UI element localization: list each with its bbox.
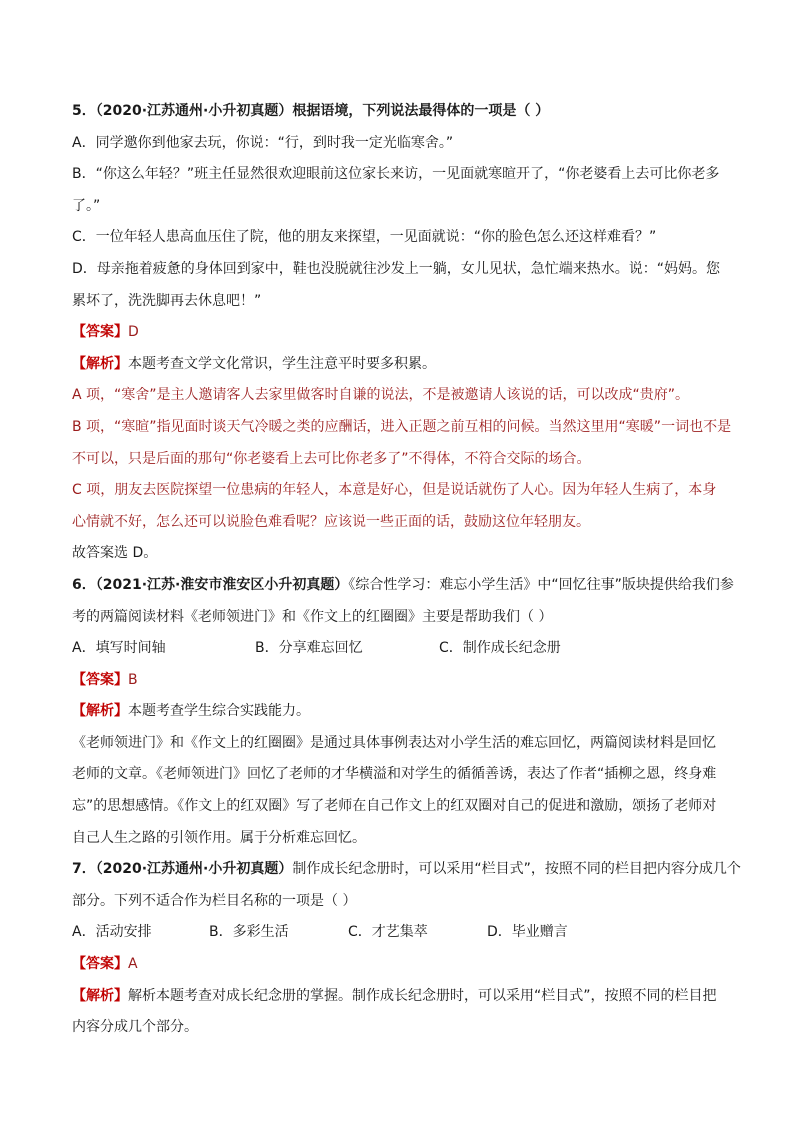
analysis-line <box>72 981 722 1013</box>
option-line: 了。” <box>72 197 101 214</box>
analysis-text: 《老师领进门》和《作文上的红圈圈》是通过具体事例表达对小学生活的难忘回忆，两篇阅读材料是回忆 <box>72 734 716 751</box>
analysis-text: A 项，“寒舍”是主人邀请客人去家里做客时自谦的说法，不是被邀请人该说的话，可以改成“贵府”。 <box>72 387 690 404</box>
conclusion-text: 故答案选 D。 <box>72 545 158 562</box>
option-b: B．多彩生活 <box>209 924 289 941</box>
option-row <box>72 917 722 949</box>
answer-value: A <box>128 956 138 973</box>
question-text: 制作成长纪念册时，可以采用“栏目式”，按照不同的栏目把内容分成几个 <box>292 861 741 878</box>
question-text-continued: 部分。下列不适合作为栏目名称的一项是（ ） <box>72 892 357 909</box>
question-number: 7． <box>72 861 96 878</box>
analysis-line <box>72 349 722 381</box>
answer-value: B <box>128 671 138 688</box>
answer-line <box>72 949 722 981</box>
answer-tag: 【答案】 <box>72 671 128 688</box>
question-source: （2020·江苏通州·小升初真题） <box>95 861 293 878</box>
question-number: 5． <box>72 103 96 119</box>
analysis-intro: 本题考查文学文化常识，学生注意平时要多积累。 <box>128 355 436 372</box>
analysis-line <box>72 696 722 728</box>
option-line: B．“你这么年轻？”班主任显然很欢迎眼前这位家长来访，一见面就寒暄开了，“你老婆看上去可比你老多 <box>72 166 720 183</box>
question-source: （2020·江苏通州·小升初真题） <box>95 103 293 119</box>
option-d: D．毕业赠言 <box>487 924 568 941</box>
option-line: C．一位年轻人患高血压住了院，他的朋友来探望，一见面就说：“你的脸色怎么还这样难看？” <box>72 229 657 246</box>
question-text: 根据语境，下列说法最得体的一项是（ ） <box>292 103 550 119</box>
analysis-text: 心情就不好，怎么还可以说脸色难看呢？应该说一些正面的话，鼓励这位年轻朋友。 <box>72 513 590 530</box>
option-line: 累坏了，洗洗脚再去休息吧！” <box>72 292 262 309</box>
analysis-text: 自己人生之路的引领作用。属于分析难忘回忆。 <box>72 829 366 846</box>
analysis-text: B 项，“寒暄”指见面时谈天气冷暖之类的应酬话，进入正题之前互相的问候。当然这里用“寒暖”一词也不是 <box>72 418 732 435</box>
option-line: D．母亲拖着疲惫的身体回到家中，鞋也没脱就往沙发上一躺，女儿见状，急忙端来热水。说：“妈妈。您 <box>72 260 721 277</box>
analysis-text: 忘”的思想感情。《作文上的红双圈》写了老师在自己作文上的红双圈对自己的促进和激励，颂扬了老师对 <box>72 798 717 815</box>
answer-value: D <box>128 324 139 341</box>
analysis-tag: 【解析】 <box>72 703 128 720</box>
option-c: C．制作成长纪念册 <box>439 640 561 657</box>
document-page <box>72 96 741 1044</box>
analysis-text: 不可以，只是后面的那句“你老婆看上去可比你老多了”不得体，不符合交际的场合。 <box>72 450 591 467</box>
option-c: C．才艺集萃 <box>348 924 428 941</box>
question-source: （2021·江苏·淮安市淮安区小升初真题） <box>95 576 349 593</box>
analysis-text: 老师的文章。《老师领进门》回忆了老师的才华横溢和对学生的循循善诱，表达了作者“插柳之恩，终身难 <box>72 766 717 783</box>
analysis-intro: 本题考查学生综合实践能力。 <box>128 703 310 720</box>
analysis-text: 内容分成几个部分。 <box>72 1019 198 1036</box>
option-line: A．同学邀你到他家去玩，你说：“行，到时我一定光临寒舍。” <box>72 134 454 151</box>
question-5-stem <box>72 96 722 128</box>
answer-tag: 【答案】 <box>72 324 128 341</box>
question-text-continued: 考的两篇阅读材料《老师领进门》和《作文上的红圈圈》主要是帮助我们（ ） <box>72 608 553 625</box>
option-a: A．活动安排 <box>72 924 152 941</box>
question-text: 《综合性学习：难忘小学生活》中“回忆往事”版块提供给我们参 <box>348 576 734 593</box>
analysis-text: 解析本题考查对成长纪念册的掌握。制作成长纪念册时，可以采用“栏目式”，按照不同的栏目把 <box>128 987 717 1004</box>
analysis-tag: 【解析】 <box>72 987 128 1004</box>
question-6-stem <box>72 570 734 602</box>
analysis-text: C 项，朋友去医院探望一位患病的年轻人，本意是好心，但是说话就伤了人心。因为年轻人生病了，本身 <box>72 482 717 499</box>
analysis-tag: 【解析】 <box>72 355 128 372</box>
answer-tag: 【答案】 <box>72 956 128 973</box>
option-b: B．分享难忘回忆 <box>255 640 363 657</box>
question-7-stem <box>72 854 741 886</box>
question-number: 6． <box>72 576 96 593</box>
option-a: A．填写时间轴 <box>72 640 166 657</box>
answer-line <box>72 665 722 697</box>
option-row <box>72 633 722 665</box>
answer-line <box>72 317 722 349</box>
